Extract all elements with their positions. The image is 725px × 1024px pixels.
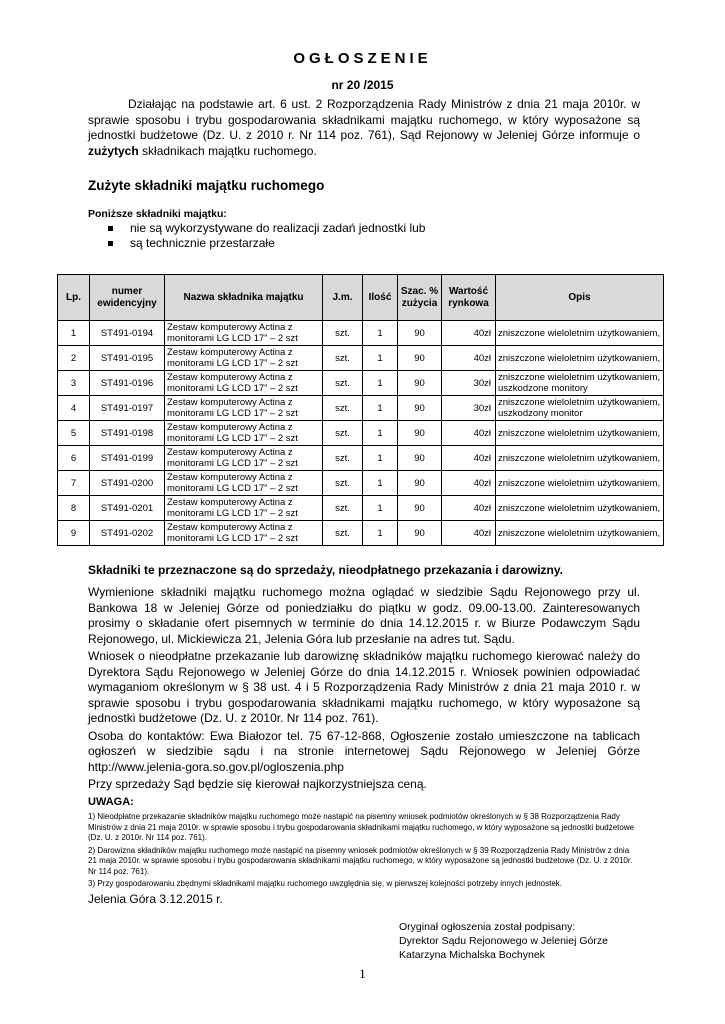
cell-value: 40zł [442, 446, 496, 471]
table-row [58, 396, 664, 421]
cell-wear: 90 [398, 446, 442, 471]
body-text [88, 585, 640, 909]
cell-desc: zniszczone wieloletnim użytkowaniem, uszkodzone monitory [496, 371, 664, 396]
cell-qty: 1 [363, 421, 398, 446]
request-paragraph: Wniosek o nieodpłatne przekazanie lub darowiznę składników majątku ruchomego kierować należy do Dyrektora Sądu Rejonowego w Jeleniej Górze do dnia 14.12.2015 r. Wniosek powinien odpowiadać wymaganiom określonym w § 38 ust. 4 i 5 Rozporządzenia Rady Ministrów z dnia 21 maja 2010 r. w sprawie sposobu i trybu gospodarowania składnikami majątku ruchomego, w który wyposażone są jednostki budżetowe (Dz. U. z 2010r. Nr 114 poz. 761). [88, 649, 640, 725]
table-header-row [58, 275, 664, 321]
cell-jm: szt. [323, 346, 363, 371]
cell-desc: zniszczone wieloletnim użytkowaniem, [496, 471, 664, 496]
cell-qty: 1 [363, 496, 398, 521]
cell-evid: ST491-0200 [90, 471, 165, 496]
viewing-paragraph: Wymienione składniki majątku ruchomego można oglądać w siedzibie Sądu Rejonowego przy ul. Bankowa 18 w Jeleniej Górze od poniedziałku do piątku w godz. 09.00-13.00. Zainteresowanych prosimy o składanie ofert pisemnych w terminie do dnia 14.12.2015 r. w Biurze Podawczym Sądu Rejonowego, ul. Mickiewicza 21, Jelenia Góra lub przesłanie na adres tut. Sądu. [88, 585, 640, 646]
place-date: Jelenia Góra 3.12.2015 r. [88, 891, 223, 906]
cell-value: 30zł [442, 396, 496, 421]
table-row [58, 321, 664, 346]
list-item [108, 221, 425, 236]
cell-lp: 7 [58, 471, 90, 496]
cell-name: Zestaw komputerowy Actina z monitorami LG LCD 17” – 2 szt [165, 496, 323, 521]
cell-desc: zniszczone wieloletnim użytkowaniem, [496, 421, 664, 446]
criteria-list [108, 221, 425, 251]
table-row [58, 421, 664, 446]
cell-jm: szt. [323, 321, 363, 346]
cell-desc: zniszczone wieloletnim użytkowaniem, [496, 446, 664, 471]
cell-name: Zestaw komputerowy Actina z monitorami LG LCD 17” – 2 szt [165, 321, 323, 346]
uwaga-label: UWAGA: [88, 795, 134, 808]
table-row [58, 371, 664, 396]
cell-qty: 1 [363, 471, 398, 496]
header-lp: Lp. [58, 275, 90, 321]
cell-wear: 90 [398, 471, 442, 496]
cell-wear: 90 [398, 421, 442, 446]
cell-evid: ST491-0197 [90, 396, 165, 421]
cell-value: 40zł [442, 521, 496, 546]
cell-jm: szt. [323, 396, 363, 421]
cell-qty: 1 [363, 346, 398, 371]
cell-lp: 1 [58, 321, 90, 346]
signature-line-3: Katarzyna Michalska Bochynek [399, 949, 545, 961]
assets-table [57, 274, 664, 546]
header-evid: numer ewidencyjny [90, 275, 165, 321]
cell-desc: zniszczone wieloletnim użytkowaniem, [496, 521, 664, 546]
cell-wear: 90 [398, 321, 442, 346]
cell-name: Zestaw komputerowy Actina z monitorami LG LCD 17” – 2 szt [165, 471, 323, 496]
cell-qty: 1 [363, 321, 398, 346]
footnote-3: 3) Przy gospodarowaniu zbędnymi składnikami majątku ruchomego uwzględnia się, w pierwszej kolejności potrzeby innych jednostek. [88, 879, 563, 888]
document-title: OGŁOSZENIE [293, 50, 432, 67]
cell-jm: szt. [323, 496, 363, 521]
cell-qty: 1 [363, 396, 398, 421]
cell-jm: szt. [323, 521, 363, 546]
cell-name: Zestaw komputerowy Actina z monitorami LG LCD 17” – 2 szt [165, 346, 323, 371]
cell-evid: ST491-0199 [90, 446, 165, 471]
header-jm: J.m. [323, 275, 363, 321]
table-row [58, 346, 664, 371]
list-item [108, 236, 425, 251]
cell-lp: 8 [58, 496, 90, 521]
cell-desc: zniszczone wieloletnim użytkowaniem, [496, 346, 664, 371]
cell-wear: 90 [398, 521, 442, 546]
section-heading: Zużyte składniki majątku ruchomego [88, 178, 325, 193]
contact-paragraph: Osoba do kontaktów: Ewa Białozor tel. 75 67-12-868, Ogłoszenie zostało umieszczone na tablicach ogłoszeń w siedzibie sądu i na stronie internetowej Sądu Rejonowego w Jeleniej Górze http://www.jelenia-gora.so.gov.pl/ogloszenia.php [88, 728, 640, 774]
list-item-text: nie są wykorzystywane do realizacji zadań jednostki lub [130, 221, 426, 235]
header-name: Nazwa składnika majątku [165, 275, 323, 321]
following-assets-label: Poniższe składniki majątku: [88, 208, 227, 220]
cell-name: Zestaw komputerowy Actina z monitorami LG LCD 17” – 2 szt [165, 421, 323, 446]
cell-lp: 2 [58, 346, 90, 371]
cell-name: Zestaw komputerowy Actina z monitorami LG LCD 17” – 2 szt [165, 371, 323, 396]
cell-value: 40zł [442, 321, 496, 346]
header-wear: Szac. % zużycia [398, 275, 442, 321]
cell-evid: ST491-0196 [90, 371, 165, 396]
table-row [58, 521, 664, 546]
cell-lp: 4 [58, 396, 90, 421]
sale-paragraph: Przy sprzedaży Sąd będzie się kierował najkorzystniejsza ceną. [88, 777, 427, 791]
cell-jm: szt. [323, 471, 363, 496]
cell-wear: 90 [398, 371, 442, 396]
cell-name: Zestaw komputerowy Actina z monitorami LG LCD 17” – 2 szt [165, 446, 323, 471]
cell-lp: 6 [58, 446, 90, 471]
table-row [58, 496, 664, 521]
square-bullet-icon [108, 226, 113, 231]
cell-wear: 90 [398, 346, 442, 371]
table-row [58, 446, 664, 471]
cell-lp: 9 [58, 521, 90, 546]
cell-jm: szt. [323, 446, 363, 471]
cell-qty: 1 [363, 371, 398, 396]
cell-qty: 1 [363, 446, 398, 471]
cell-desc: zniszczone wieloletnim użytkowaniem, uszkodzony monitor [496, 396, 664, 421]
cell-wear: 90 [398, 496, 442, 521]
list-item-text: są technicznie przestarzałe [130, 236, 275, 250]
cell-value: 40zł [442, 471, 496, 496]
cell-evid: ST491-0194 [90, 321, 165, 346]
cell-evid: ST491-0195 [90, 346, 165, 371]
signature-line-2: Dyrektor Sądu Rejonowego w Jeleniej Górze [399, 935, 608, 947]
signature-block [399, 920, 608, 962]
purpose-note: Składniki te przeznaczone są do sprzedaży, nieodpłatnego przekazania i darowizny. [88, 563, 564, 577]
page-number: 1 [359, 966, 366, 981]
cell-qty: 1 [363, 521, 398, 546]
cell-jm: szt. [323, 421, 363, 446]
intro-paragraph [88, 97, 640, 159]
cell-desc: zniszczone wieloletnim użytkowaniem, [496, 496, 664, 521]
cell-evid: ST491-0198 [90, 421, 165, 446]
cell-value: 30zł [442, 371, 496, 396]
intro-bold-word: zużytych [88, 143, 139, 158]
footnote-2: 2) Darowizna składników majątku ruchomego może nastąpić na pisemny wniosek podmiotów określonych w § 39 Rozporządzenia Rady Ministrów z dnia 21 maja 2010r. w sprawie sposobu i trybu gospodarowania składnikami majątku ruchomego, w który wyposażone są jednostki budżetowe (Dz. U. z 2010r. Nr 114 poz. 761). [88, 845, 633, 876]
header-qty: Ilość [363, 275, 398, 321]
cell-evid: ST491-0201 [90, 496, 165, 521]
square-bullet-icon [108, 241, 113, 246]
cell-lp: 3 [58, 371, 90, 396]
signature-line-1: Oryginał ogłoszenia został podpisany: [399, 921, 576, 933]
cell-jm: szt. [323, 371, 363, 396]
cell-name: Zestaw komputerowy Actina z monitorami LG LCD 17” – 2 szt [165, 521, 323, 546]
cell-lp: 5 [58, 421, 90, 446]
cell-value: 40zł [442, 421, 496, 446]
intro-text-after: składnikach majątku ruchomego. [142, 143, 317, 158]
intro-text-before: Działając na podstawie art. 6 ust. 2 Rozporządzenia Rady Ministrów z dnia 21 maja 2010r. w sprawie sposobu i trybu gospodarowania składnikami majątku ruchomego, w który wyposażone są jednostki budżetowe (Dz. U. z 2010 r. Nr 114 poz. 761), Sąd Rejonowy w Jeleniej Górze informuje o [88, 97, 640, 143]
cell-wear: 90 [398, 396, 442, 421]
cell-value: 40zł [442, 346, 496, 371]
cell-name: Zestaw komputerowy Actina z monitorami LG LCD 17” – 2 szt [165, 396, 323, 421]
cell-desc: zniszczone wieloletnim użytkowaniem, [496, 321, 664, 346]
cell-evid: ST491-0202 [90, 521, 165, 546]
footnote-1: 1) Nieodpłatne przekazanie składników majątku ruchomego może nastąpić na pisemny wniosek podmiotów określonych w § 38 Rozporządzenia Rady Ministrów z dnia 21 maja 2010r. w sprawie sposobu i trybu gospodarowania składnikami majątku ruchomego, w który wyposażone są jednostki budżetowe (Dz. U. z 2010r. Nr 114 poz. 761). [88, 812, 635, 842]
header-desc: Opis [496, 275, 664, 321]
table-row [58, 471, 664, 496]
header-value: Wartość rynkowa [442, 275, 496, 321]
announcement-number: nr 20 /2015 [331, 78, 394, 92]
cell-value: 40zł [442, 496, 496, 521]
